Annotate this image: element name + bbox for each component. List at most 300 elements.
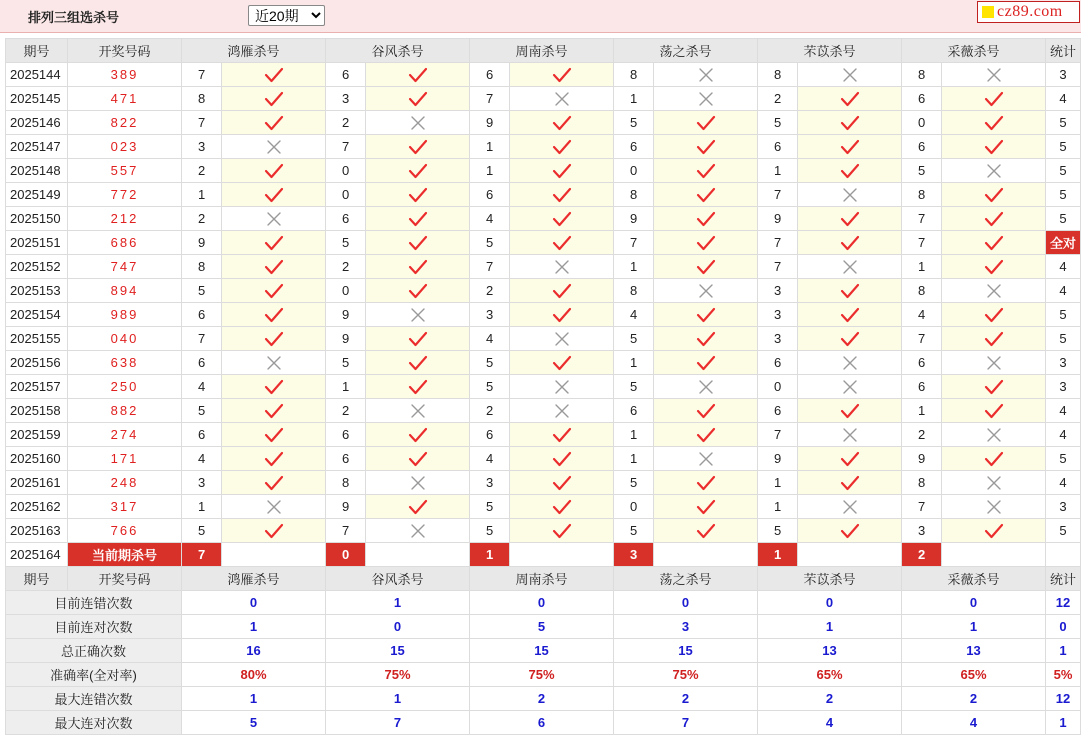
- check-icon: [407, 330, 429, 348]
- result-cell: [222, 375, 326, 399]
- result-cell: [366, 495, 470, 519]
- summary-label: 最大连对次数: [6, 711, 182, 735]
- summary-value: 4: [902, 711, 1046, 735]
- summary-value: 13: [902, 639, 1046, 663]
- summary-value: 1: [182, 687, 326, 711]
- kill-number: 7: [758, 231, 798, 255]
- result-cell: [222, 63, 326, 87]
- kill-number: 8: [182, 87, 222, 111]
- summary-value: 15: [326, 639, 470, 663]
- check-icon: [551, 66, 573, 84]
- result-cell: [222, 159, 326, 183]
- kill-number: 4: [470, 327, 510, 351]
- result-cell: [222, 279, 326, 303]
- summary-label: 最大连错次数: [6, 687, 182, 711]
- result-cell: [510, 231, 614, 255]
- summary-row: [6, 639, 1081, 663]
- result-cell: [222, 207, 326, 231]
- kill-number: 7: [902, 495, 942, 519]
- result-cell: [510, 159, 614, 183]
- result-cell: [366, 231, 470, 255]
- summary-row: [6, 591, 1081, 615]
- header-stat: 统计: [1046, 567, 1081, 591]
- result-cell: [510, 111, 614, 135]
- summary-stat: 1: [1046, 711, 1081, 735]
- kill-number: 7: [902, 231, 942, 255]
- kill-number: 9: [326, 327, 366, 351]
- period-select[interactable]: [248, 5, 325, 26]
- check-icon: [407, 282, 429, 300]
- check-icon: [407, 354, 429, 372]
- kill-number: 6: [470, 183, 510, 207]
- result-cell: [366, 279, 470, 303]
- kill-number: 5: [326, 351, 366, 375]
- kill-number: 3: [758, 303, 798, 327]
- header-issue: 期号: [6, 567, 68, 591]
- kill-number: 8: [902, 63, 942, 87]
- check-icon: [839, 402, 861, 420]
- issue-cell: 2025146: [6, 111, 68, 135]
- kill-number: 1: [470, 135, 510, 159]
- stat-cell: 3: [1046, 351, 1081, 375]
- cross-icon: [983, 474, 1005, 492]
- check-icon: [263, 90, 285, 108]
- stat-cell: [1046, 543, 1081, 567]
- cross-icon: [839, 258, 861, 276]
- check-icon: [407, 426, 429, 444]
- result-cell: [942, 375, 1046, 399]
- table-row: [6, 471, 1081, 495]
- check-icon: [551, 354, 573, 372]
- kill-number: 6: [470, 423, 510, 447]
- kill-number: 2: [182, 159, 222, 183]
- check-icon: [407, 498, 429, 516]
- table-row: [6, 231, 1081, 255]
- kill-number: 5: [470, 231, 510, 255]
- result-cell: [798, 423, 902, 447]
- kill-number: 4: [182, 375, 222, 399]
- table-row: [6, 447, 1081, 471]
- summary-value: 0: [182, 591, 326, 615]
- kill-number: 1: [758, 159, 798, 183]
- kill-number: 3: [326, 87, 366, 111]
- result-cell: [942, 63, 1046, 87]
- result-cell: [366, 327, 470, 351]
- result-cell: [222, 447, 326, 471]
- result-cell: [366, 183, 470, 207]
- check-icon: [983, 210, 1005, 228]
- kill-number: 8: [902, 279, 942, 303]
- kill-number: 0: [326, 183, 366, 207]
- header-expert: 荡之杀号: [614, 567, 758, 591]
- result-cell: [366, 399, 470, 423]
- table-row: [6, 519, 1081, 543]
- check-icon: [263, 330, 285, 348]
- check-icon: [407, 450, 429, 468]
- result-cell: [366, 111, 470, 135]
- summary-value: 1: [326, 591, 470, 615]
- stat-cell: 4: [1046, 471, 1081, 495]
- check-icon: [551, 450, 573, 468]
- result-cell: [366, 63, 470, 87]
- kill-number: 3: [470, 471, 510, 495]
- current-kill-number: 1: [758, 543, 798, 567]
- result-cell: [366, 303, 470, 327]
- summary-value: 1: [326, 687, 470, 711]
- header-expert: 周南杀号: [470, 39, 614, 63]
- result-cell: [222, 255, 326, 279]
- result-cell: [222, 399, 326, 423]
- summary-value: 2: [614, 687, 758, 711]
- check-icon: [263, 522, 285, 540]
- result-cell: [366, 423, 470, 447]
- draw-number: 171: [68, 447, 182, 471]
- kill-number: 6: [758, 399, 798, 423]
- kill-number: 4: [902, 303, 942, 327]
- result-cell: [942, 255, 1046, 279]
- header-draw: 开奖号码: [68, 39, 182, 63]
- result-cell: [510, 87, 614, 111]
- top-bar: [0, 0, 1081, 33]
- result-cell: [942, 399, 1046, 423]
- check-icon: [407, 138, 429, 156]
- issue-cell: 2025148: [6, 159, 68, 183]
- draw-number: 766: [68, 519, 182, 543]
- kill-number: 0: [902, 111, 942, 135]
- kill-number: 3: [758, 327, 798, 351]
- summary-value: 13: [758, 639, 902, 663]
- result-cell: [798, 111, 902, 135]
- check-icon: [407, 90, 429, 108]
- summary-value: 7: [326, 711, 470, 735]
- summary-label: 准确率(全对率): [6, 663, 182, 687]
- result-cell: [654, 63, 758, 87]
- kill-number: 9: [182, 231, 222, 255]
- header-expert: 鸿雁杀号: [182, 39, 326, 63]
- result-cell: [366, 471, 470, 495]
- draw-number: 882: [68, 399, 182, 423]
- result-cell: [654, 399, 758, 423]
- check-icon: [263, 282, 285, 300]
- cross-icon: [551, 330, 573, 348]
- summary-label: 总正确次数: [6, 639, 182, 663]
- issue-cell: 2025159: [6, 423, 68, 447]
- cross-icon: [695, 450, 717, 468]
- draw-number: 772: [68, 183, 182, 207]
- kill-number: 1: [614, 351, 654, 375]
- kill-number: 9: [470, 111, 510, 135]
- summary-value: 0: [902, 591, 1046, 615]
- kill-number: 7: [182, 63, 222, 87]
- draw-number: 248: [68, 471, 182, 495]
- result-cell: [222, 351, 326, 375]
- result-cell: [942, 351, 1046, 375]
- result-cell: [942, 135, 1046, 159]
- summary-row: [6, 663, 1081, 687]
- summary-value: 65%: [902, 663, 1046, 687]
- issue-cell: 2025157: [6, 375, 68, 399]
- kill-number: 1: [470, 159, 510, 183]
- kill-number: 7: [470, 255, 510, 279]
- kill-number: 1: [758, 471, 798, 495]
- kill-number: 3: [182, 471, 222, 495]
- kill-number: 6: [614, 399, 654, 423]
- check-icon: [407, 378, 429, 396]
- cross-icon: [263, 354, 285, 372]
- result-cell: [942, 495, 1046, 519]
- kill-number: 6: [182, 303, 222, 327]
- empty-cell: [222, 543, 326, 567]
- kill-number: 8: [614, 183, 654, 207]
- result-cell: [366, 255, 470, 279]
- header-expert: 荡之杀号: [614, 39, 758, 63]
- check-icon: [695, 210, 717, 228]
- kill-number: 9: [614, 207, 654, 231]
- header-expert: 谷风杀号: [326, 567, 470, 591]
- table-row: [6, 423, 1081, 447]
- summary-row: [6, 615, 1081, 639]
- header-row: [6, 39, 1081, 63]
- stat-cell: 4: [1046, 399, 1081, 423]
- kill-number: 6: [902, 351, 942, 375]
- kill-number: 9: [758, 207, 798, 231]
- current-kill-number: 1: [470, 543, 510, 567]
- result-cell: [942, 519, 1046, 543]
- kill-number: 2: [758, 87, 798, 111]
- summary-row: [6, 711, 1081, 735]
- kill-number: 8: [758, 63, 798, 87]
- check-icon: [551, 426, 573, 444]
- summary-stat: 1: [1046, 639, 1081, 663]
- kill-number: 1: [614, 447, 654, 471]
- result-cell: [222, 87, 326, 111]
- summary-value: 4: [758, 711, 902, 735]
- check-icon: [263, 66, 285, 84]
- current-kill-number: 2: [902, 543, 942, 567]
- kill-number: 6: [182, 351, 222, 375]
- summary-value: 80%: [182, 663, 326, 687]
- check-icon: [263, 234, 285, 252]
- header-expert: 采薇杀号: [902, 567, 1046, 591]
- table-row: [6, 87, 1081, 111]
- kill-number: 6: [326, 447, 366, 471]
- kill-number: 6: [326, 63, 366, 87]
- empty-cell: [942, 543, 1046, 567]
- result-cell: [222, 495, 326, 519]
- check-icon: [983, 450, 1005, 468]
- issue-cell: 2025153: [6, 279, 68, 303]
- kill-number: 6: [470, 63, 510, 87]
- check-icon: [695, 186, 717, 204]
- header-stat: 统计: [1046, 39, 1081, 63]
- result-cell: [654, 255, 758, 279]
- kill-number: 6: [758, 351, 798, 375]
- check-icon: [839, 474, 861, 492]
- result-cell: [654, 183, 758, 207]
- table-row: [6, 207, 1081, 231]
- header-expert: 谷风杀号: [326, 39, 470, 63]
- stat-cell: 3: [1046, 63, 1081, 87]
- table-row: [6, 327, 1081, 351]
- check-icon: [551, 186, 573, 204]
- summary-value: 16: [182, 639, 326, 663]
- kill-number: 5: [902, 159, 942, 183]
- kill-number: 8: [614, 63, 654, 87]
- kill-number: 8: [902, 471, 942, 495]
- kill-number: 7: [902, 327, 942, 351]
- issue-cell: 2025149: [6, 183, 68, 207]
- summary-value: 1: [758, 615, 902, 639]
- header-expert: 芣苡杀号: [758, 567, 902, 591]
- cross-icon: [407, 306, 429, 324]
- kill-number: 1: [326, 375, 366, 399]
- cross-icon: [983, 162, 1005, 180]
- draw-number: 638: [68, 351, 182, 375]
- check-icon: [839, 210, 861, 228]
- check-icon: [695, 258, 717, 276]
- cross-icon: [839, 378, 861, 396]
- check-icon: [839, 162, 861, 180]
- stat-cell: 5: [1046, 327, 1081, 351]
- kill-number: 6: [902, 87, 942, 111]
- check-icon: [983, 234, 1005, 252]
- kill-number: 5: [470, 375, 510, 399]
- check-icon: [263, 306, 285, 324]
- result-cell: [654, 135, 758, 159]
- summary-stat: 5%: [1046, 663, 1081, 687]
- check-icon: [695, 354, 717, 372]
- kill-number: 6: [326, 207, 366, 231]
- kill-number: 0: [614, 495, 654, 519]
- result-cell: [798, 471, 902, 495]
- result-cell: [510, 207, 614, 231]
- kill-number: 6: [614, 135, 654, 159]
- check-icon: [263, 426, 285, 444]
- stat-cell: 4: [1046, 255, 1081, 279]
- stat-cell: 5: [1046, 111, 1081, 135]
- result-cell: [510, 399, 614, 423]
- kill-number-table: [5, 38, 1081, 735]
- header-issue: 期号: [6, 39, 68, 63]
- result-cell: [654, 495, 758, 519]
- check-icon: [551, 114, 573, 132]
- kill-number: 7: [758, 255, 798, 279]
- result-cell: [654, 351, 758, 375]
- result-cell: [654, 111, 758, 135]
- check-icon: [983, 186, 1005, 204]
- issue-cell: 2025150: [6, 207, 68, 231]
- kill-number: 5: [614, 519, 654, 543]
- draw-number: 894: [68, 279, 182, 303]
- stat-cell: 5: [1046, 135, 1081, 159]
- result-cell: [222, 135, 326, 159]
- summary-value: 6: [470, 711, 614, 735]
- result-cell: [798, 375, 902, 399]
- kill-number: 1: [182, 183, 222, 207]
- kill-number: 7: [758, 183, 798, 207]
- kill-number: 3: [902, 519, 942, 543]
- draw-number: 389: [68, 63, 182, 87]
- kill-number: 4: [470, 207, 510, 231]
- result-cell: [510, 279, 614, 303]
- stat-cell: 4: [1046, 279, 1081, 303]
- issue-cell: 2025161: [6, 471, 68, 495]
- summary-label: 目前连对次数: [6, 615, 182, 639]
- result-cell: [510, 471, 614, 495]
- summary-stat: 12: [1046, 591, 1081, 615]
- check-icon: [263, 258, 285, 276]
- check-icon: [263, 162, 285, 180]
- kill-number: 7: [182, 327, 222, 351]
- kill-number: 0: [326, 279, 366, 303]
- check-icon: [983, 378, 1005, 396]
- check-icon: [695, 234, 717, 252]
- kill-number: 5: [470, 519, 510, 543]
- issue-cell: 2025163: [6, 519, 68, 543]
- header-expert: 周南杀号: [470, 567, 614, 591]
- empty-cell: [510, 543, 614, 567]
- result-cell: [366, 159, 470, 183]
- result-cell: [654, 327, 758, 351]
- cross-icon: [983, 66, 1005, 84]
- brand-square-icon: [982, 6, 994, 18]
- table-row: [6, 255, 1081, 279]
- kill-number: 2: [470, 279, 510, 303]
- footer-header-row: [6, 567, 1081, 591]
- cross-icon: [695, 66, 717, 84]
- kill-number: 1: [758, 495, 798, 519]
- result-cell: [510, 495, 614, 519]
- result-cell: [798, 87, 902, 111]
- result-cell: [510, 135, 614, 159]
- check-icon: [407, 210, 429, 228]
- empty-cell: [798, 543, 902, 567]
- result-cell: [654, 87, 758, 111]
- summary-value: 2: [758, 687, 902, 711]
- cross-icon: [263, 210, 285, 228]
- result-cell: [798, 63, 902, 87]
- table-row: [6, 399, 1081, 423]
- check-icon: [839, 282, 861, 300]
- kill-number: 2: [902, 423, 942, 447]
- result-cell: [942, 447, 1046, 471]
- result-cell: [798, 447, 902, 471]
- issue-cell: 2025162: [6, 495, 68, 519]
- kill-number: 2: [182, 207, 222, 231]
- check-icon: [551, 138, 573, 156]
- stat-cell: 3: [1046, 495, 1081, 519]
- result-cell: [942, 159, 1046, 183]
- kill-number: 7: [470, 87, 510, 111]
- check-icon: [839, 138, 861, 156]
- table-row: [6, 111, 1081, 135]
- kill-number: 6: [326, 423, 366, 447]
- kill-number: 8: [326, 471, 366, 495]
- check-icon: [695, 474, 717, 492]
- draw-number: 317: [68, 495, 182, 519]
- kill-number: 5: [758, 519, 798, 543]
- check-icon: [983, 114, 1005, 132]
- brand-logo[interactable]: [977, 1, 1080, 23]
- issue-cell: 2025152: [6, 255, 68, 279]
- summary-value: 15: [470, 639, 614, 663]
- issue-cell: 2025151: [6, 231, 68, 255]
- check-icon: [407, 234, 429, 252]
- kill-number: 4: [182, 447, 222, 471]
- kill-number: 7: [614, 231, 654, 255]
- issue-cell: 2025145: [6, 87, 68, 111]
- result-cell: [942, 423, 1046, 447]
